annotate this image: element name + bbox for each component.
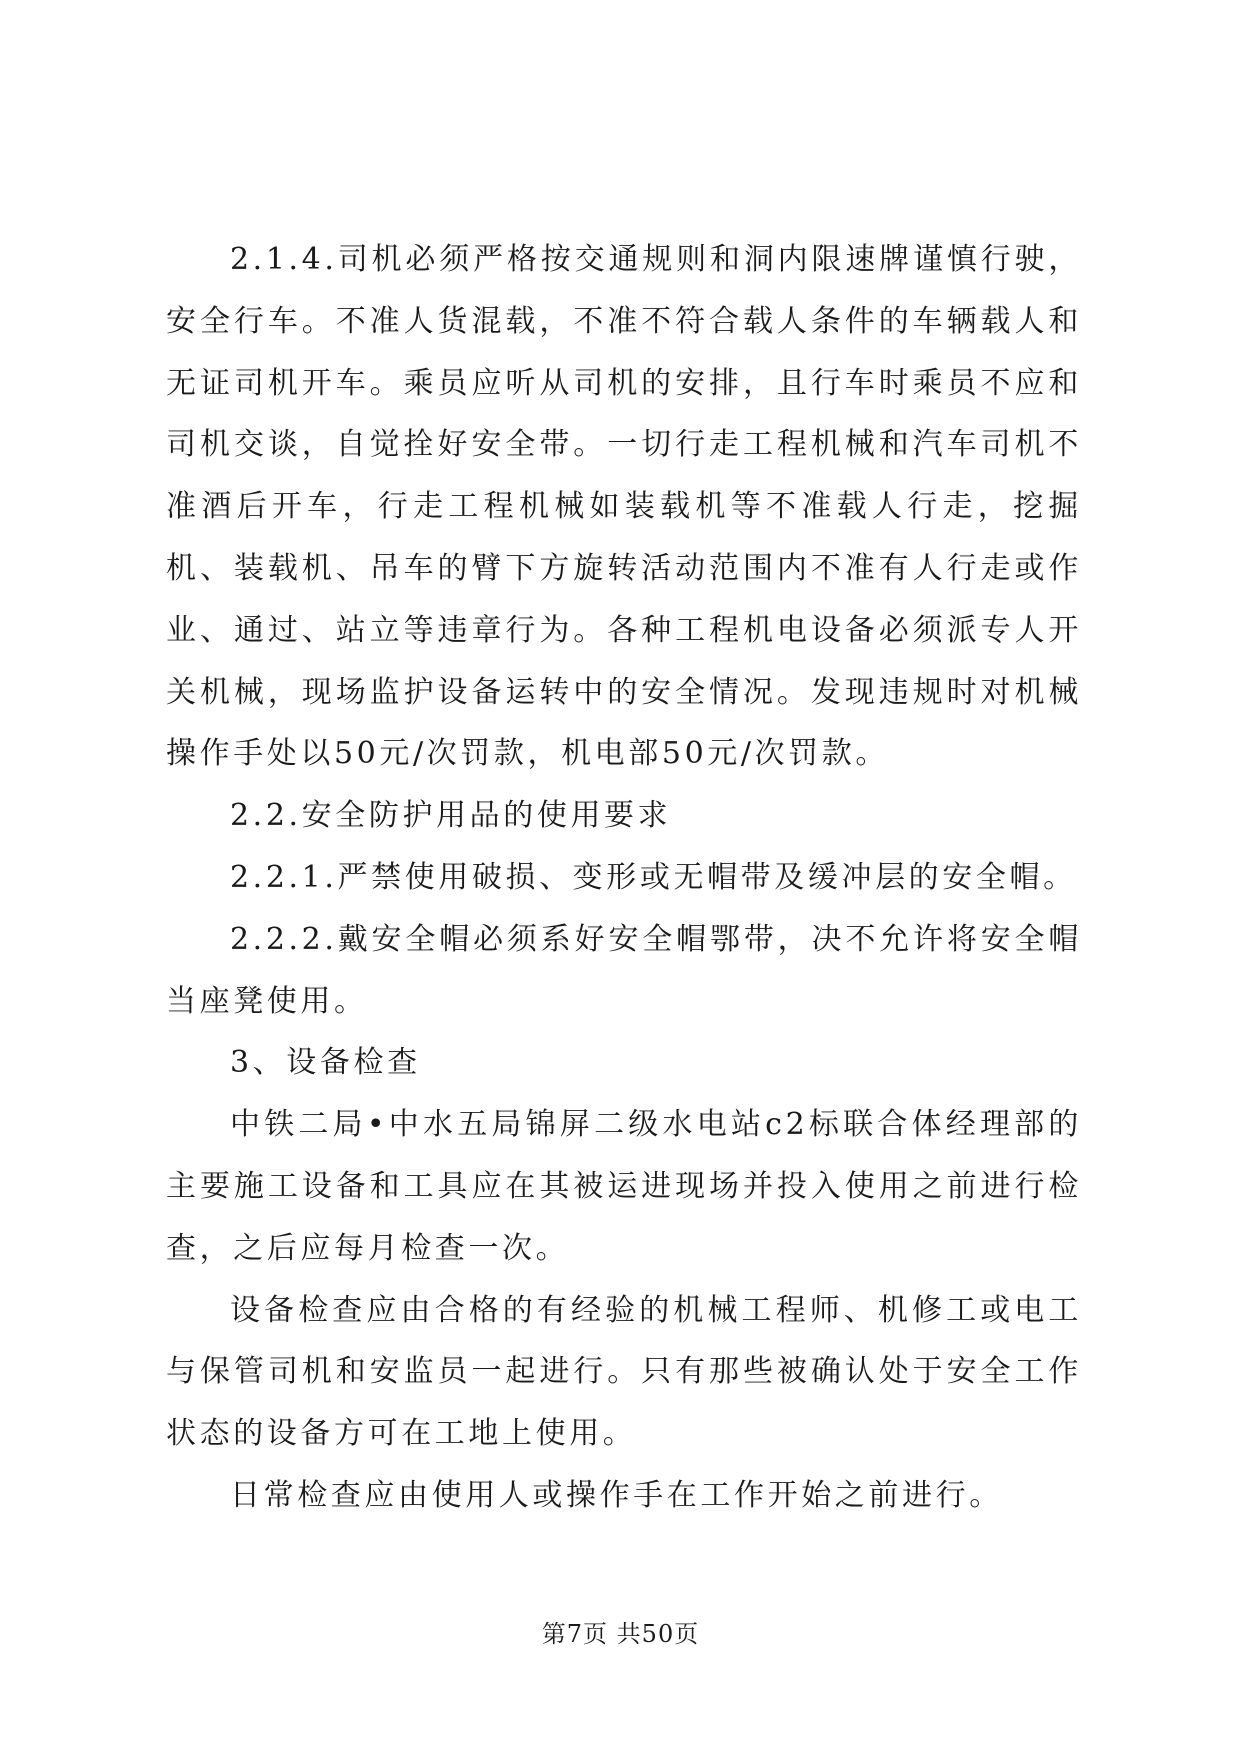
heading-equipment-inspection: 3、设备检查 xyxy=(230,1045,421,1081)
paragraph-helmet-strap: 2.2.2.戴安全帽必须系好安全帽鄂带，决不允许将安全帽当座凳使用。 xyxy=(166,921,1082,1019)
paragraph-inspection-schedule: 中铁二局•中水五局锦屏二级水电站c2标联合体经理部的主要施工设备和工具应在其被运进现场并投入使用之前进行检查，之后应每月检查一次。 xyxy=(166,1107,1082,1266)
paragraph-daily-inspection: 日常检查应由使用人或操作手在工作开始之前进行。 xyxy=(230,1477,1003,1513)
document-body xyxy=(166,229,1082,1527)
paragraph-driver-rules: 2.1.4.司机必须严格按交通规则和洞内限速牌谨慎行驶，安全行车。不准人货混载，不准不符合载人条件的车辆载人和无证司机开车。乘员应听从司机的安排，且行车时乘员不应和司机交谈，自觉拴好安全带。一切行走工程机械和汽车司机不准酒后开车，行走工程机械如装载机等不准载人行走，挖掘机、装载机、吊车的臂下方旋转活动范围内不准有人行走或作业、通过、站立等违章行为。各种工程机电设备必须派专人开关机械，现场监护设备运转中的安全情况。发现违规时对机械操作手处以50元/次罚款，机电部50元/次罚款。 xyxy=(166,242,1082,772)
paragraph-inspection-personnel: 设备检查应由合格的有经验的机械工程师、机修工或电工与保管司机和安监员一起进行。只有那些被确认处于安全工作状态的设备方可在工地上使用。 xyxy=(166,1292,1082,1452)
heading-protective-equipment: 2.2.安全防护用品的使用要求 xyxy=(230,798,672,834)
paragraph-helmet-damage: 2.2.1.严禁使用破损、变形或无帽带及缓冲层的安全帽。 xyxy=(230,859,1077,895)
page-number-footer: 第7页 共50页 xyxy=(541,1620,700,1648)
